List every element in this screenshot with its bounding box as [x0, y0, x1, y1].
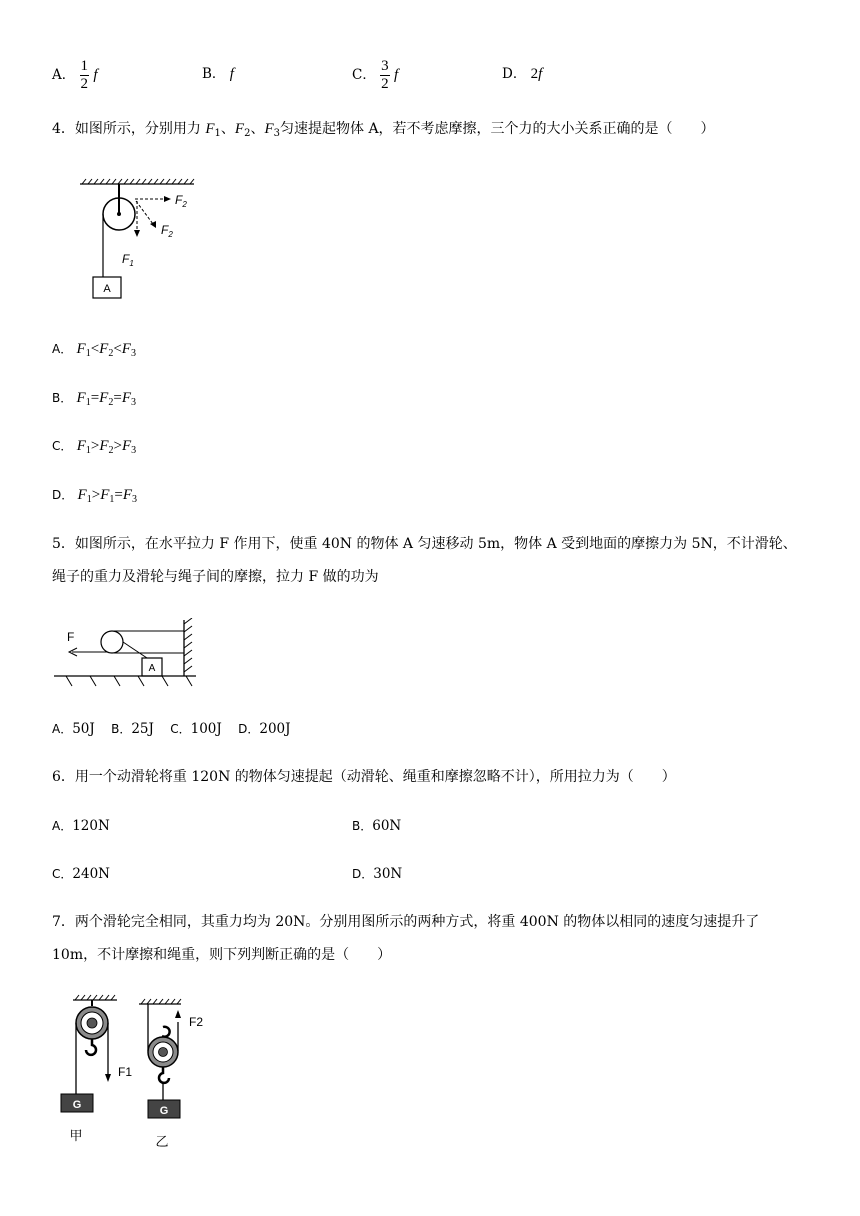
q5-option-c: C．100J	[170, 721, 222, 737]
option-label: A．	[52, 67, 76, 83]
f3-label: $F_2$	[161, 223, 173, 239]
fixed-pulley-setup	[61, 995, 132, 1143]
f1-arrowhead	[105, 1074, 111, 1082]
hook-icon	[159, 1067, 169, 1083]
variable-f: f	[229, 66, 234, 82]
q4-option-d: D． $F_1>F_1=F_3$	[52, 487, 137, 505]
f2-label: $F_2$	[175, 193, 187, 209]
q5-stem-line1: 5．如图所示，在水平拉力 F 作用下，使重 40N 的物体 A 匀速移动 5m，物体 A 受到地面的摩擦力为 5N，不计滑轮、	[52, 536, 797, 552]
q4-stem: 4．如图所示，分别用力 $F_1$、$F_2$、$F_3$匀速提起物体 A，若不考虑摩擦，三个力的大小关系正确的是（ ）	[52, 121, 715, 139]
option-text: $F_1>F_2>F_3$	[76, 438, 137, 456]
variable-f: f	[393, 67, 399, 83]
pulley-center	[117, 212, 121, 216]
pulley-to-block	[123, 642, 147, 658]
q3-option-d	[502, 66, 542, 82]
q5-options	[52, 721, 291, 737]
f3-arrowhead	[150, 221, 156, 228]
movable-pulley-setup	[139, 999, 203, 1149]
option-label: B．	[202, 66, 226, 82]
q5-option-d: D．200J	[238, 721, 291, 737]
q3-option-c	[352, 58, 398, 93]
ceiling-hatch	[80, 179, 194, 184]
f2-arrowhead	[175, 1010, 181, 1018]
q4-option-c: C． $F_1>F_2>F_3$	[52, 438, 137, 456]
option-text: $F_1>F_1=F_3$	[77, 487, 137, 505]
q6-option-a: A．120N	[52, 818, 110, 834]
q7-stem-line1: 7．两个滑轮完全相同，其重力均为 20N。分别用图所示的两种方式，将重 400N 的物体以相同的速度匀速提升了	[52, 914, 760, 930]
f1-arrowhead	[134, 230, 140, 237]
block-a-label: A	[103, 283, 111, 295]
q5-stem-line2: 绳子的重力及滑轮与绳子间的摩擦，拉力 F 做的功为	[52, 569, 379, 585]
q6-option-c: C．240N	[52, 866, 110, 882]
fraction-three-halves: $\frac{3}{2}$	[381, 58, 389, 92]
hook-icon	[162, 1027, 170, 1037]
movable-pulley	[101, 631, 123, 653]
q6-option-d: D．30N	[352, 866, 403, 882]
q5-option-b: B．25J	[111, 721, 154, 737]
q4-pulley-figure	[76, 176, 206, 302]
weight-g-right-label: G	[159, 1105, 169, 1117]
q6-option-b: B．60N	[352, 818, 402, 834]
fraction-one-half: $\frac{1}{2}$	[80, 58, 89, 92]
q4-option-a: A． $F_1<F_2<F_3$	[52, 341, 136, 359]
q5-pulley-figure	[50, 618, 210, 692]
q6-stem: 6．用一个动滑轮将重 120N 的物体匀速提起（动滑轮、绳重和摩擦忽略不计），所用拉力为（ ）	[52, 769, 676, 785]
weight-g-left-label: G	[72, 1099, 82, 1111]
q4-option-b: B． $F_1=F_2=F_3$	[52, 390, 136, 408]
q3-option-b	[202, 66, 234, 82]
ground-hatch	[66, 676, 192, 686]
wall-hatch	[184, 618, 192, 672]
force-f-label: F	[67, 630, 75, 644]
f3-arrow	[136, 201, 153, 224]
option-text: 120N	[72, 818, 110, 834]
block-a-label: A	[148, 663, 156, 674]
option-text: 240N	[72, 866, 110, 882]
f2-label: F2	[189, 1015, 204, 1029]
option-text: 30N	[373, 866, 403, 882]
q5-option-a: A．50J	[52, 721, 95, 737]
option-text: $F_1=F_2=F_3$	[76, 390, 136, 408]
q7-stem-line2: 10m，不计摩擦和绳重，则下列判断正确的是（ ）	[52, 947, 392, 963]
coefficient: 2	[530, 66, 539, 82]
option-text: 60N	[372, 818, 402, 834]
q7-pulley-figure	[55, 994, 220, 1154]
variable-f: f	[93, 67, 98, 83]
option-text: $F_1<F_2<F_3$	[76, 341, 136, 359]
variable-f: f	[538, 66, 543, 82]
caption-yi: 乙	[155, 1134, 169, 1149]
f2-arrowhead	[164, 196, 171, 202]
f1-label: $F_1$	[122, 252, 134, 268]
f1-label: F1	[118, 1065, 133, 1079]
q3-option-a	[52, 58, 98, 93]
option-label: C．	[352, 67, 376, 83]
hook-icon	[86, 1039, 96, 1055]
option-label: D．	[502, 66, 527, 82]
caption-jia: 甲	[69, 1128, 83, 1143]
